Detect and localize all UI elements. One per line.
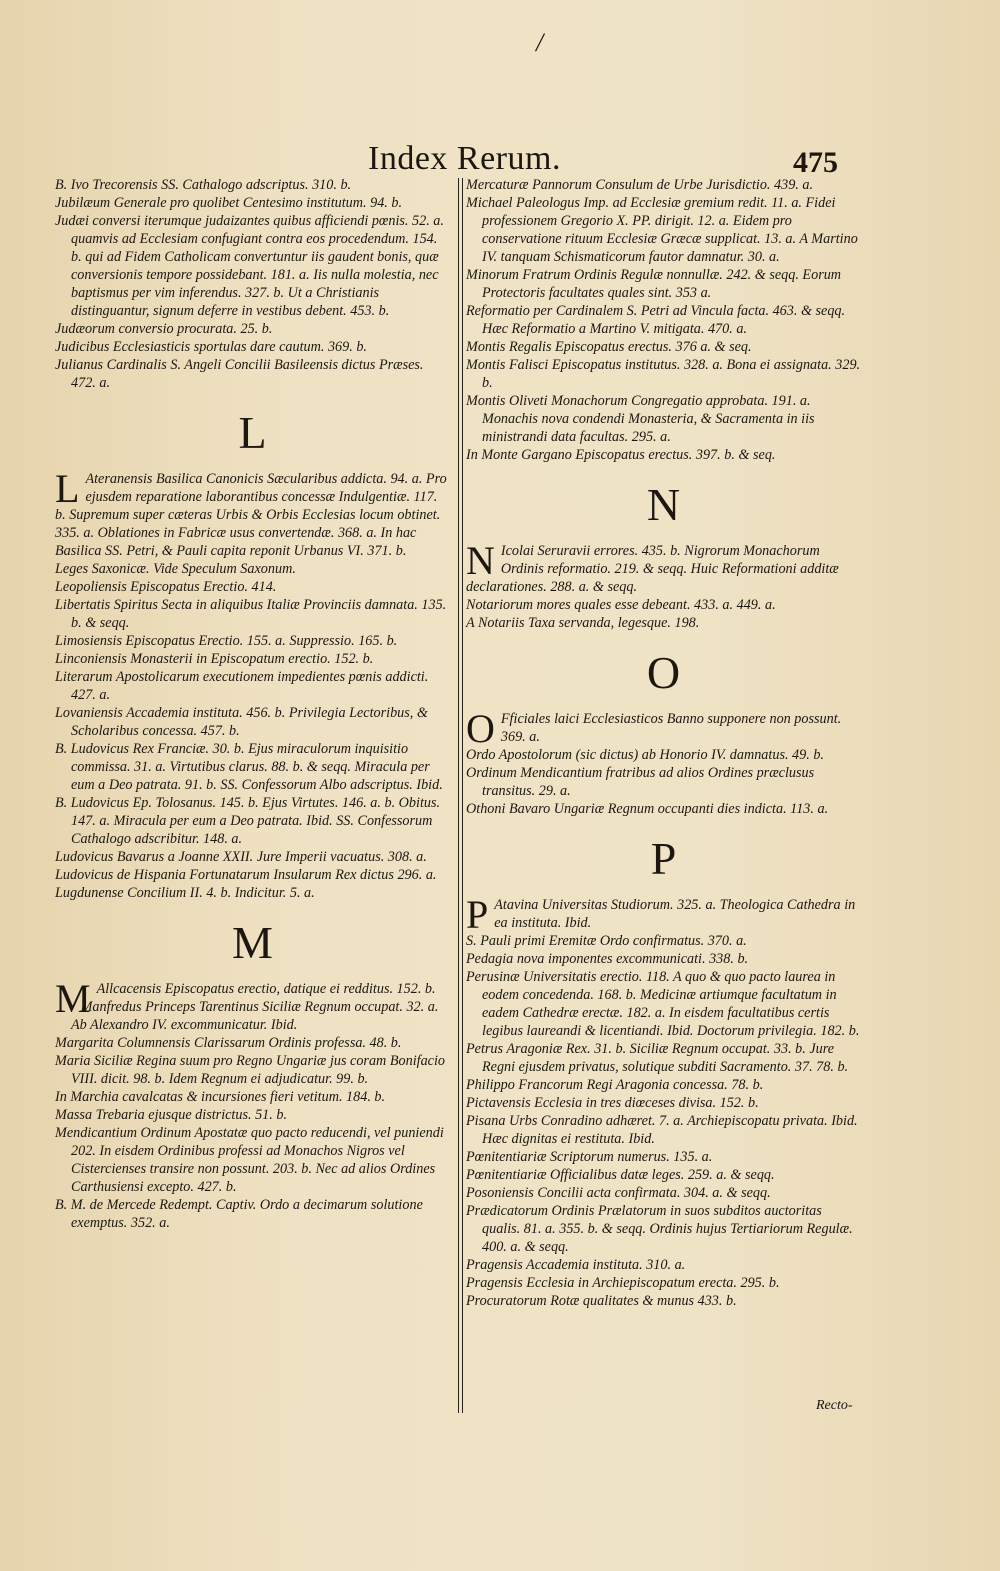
drop-cap: L bbox=[55, 466, 80, 511]
index-entry: Jubilæum Generale pro quolibet Centesimo institutum. 94. b. bbox=[55, 195, 403, 211]
index-entry: Pœnitentiariæ Scriptorum numerus. 135. a. bbox=[466, 1149, 713, 1165]
index-entry: Leopoliensis Episcopatus Erectio. 414. bbox=[55, 579, 277, 595]
section-letter: N bbox=[646, 479, 681, 530]
index-entry: Julianus Cardinalis S. Angeli Concilii Basileensis dictus Præses. 472. a. bbox=[55, 357, 424, 391]
index-entry: Pragensis Ecclesia in Archiepiscopatum erecta. 295. b. bbox=[466, 1275, 780, 1291]
index-entry: Mendicantium Ordinum Apostatæ quo pacto reducendi, vel puniendi 202. In eisdem Ordinibus professi ad Monachos Nigros vel Cistercienses transire non possunt. 203. b. Nec ad alios Ordines Carthusiensi excepto. 427. b. bbox=[55, 1125, 444, 1195]
index-entry: Pœnitentiariæ Officialibus datæ leges. 259. a. & seqq. bbox=[466, 1167, 775, 1183]
index-entry: S. Pauli primi Eremitæ Ordo confirmatus. 370. a. bbox=[466, 933, 747, 949]
page-number: 475 bbox=[793, 146, 838, 179]
page-mark: / bbox=[536, 28, 544, 57]
index-entry bbox=[466, 892, 861, 937]
index-entry: Posoniensis Concilii acta confirmata. 304. a. & seqq. bbox=[466, 1185, 771, 1201]
index-entry: Prædicatorum Ordinis Prælatorum in suos subditos auctoritas qualis. 81. a. 355. b. & seqq. Ordinis hujus Tertiariorum Regulæ. 400. a. & seqq. bbox=[466, 1203, 853, 1255]
index-entry: Maria Siciliæ Regina suum pro Regno Ungariæ jus coram Bonifacio VIII. dicit. 98. b. Idem Regnum ei adjudicatur. 99. b. bbox=[55, 1053, 446, 1087]
section-letter: P bbox=[650, 833, 677, 884]
index-entry: Judæorum conversio procurata. 25. b. bbox=[55, 321, 273, 337]
index-entry: Minorum Fratrum Ordinis Regulæ nonnullæ. 242. & seqq. Eorum Protectoris facultates quales sint. 353 a. bbox=[466, 267, 842, 301]
right-column bbox=[466, 176, 861, 1310]
catchword: Recto- bbox=[816, 1398, 853, 1413]
section-letter: L bbox=[238, 407, 267, 458]
index-entry: Limosiensis Episcopatus Erectio. 155. a. Suppressio. 165. b. bbox=[55, 633, 398, 649]
index-entry: Ludovicus Bavarus a Joanne XXII. Jure Imperii vacuatus. 308. a. bbox=[55, 849, 427, 865]
drop-cap: N bbox=[466, 538, 495, 583]
index-entry: Pictavensis Ecclesia in tres diœceses divisa. 152. b. bbox=[466, 1095, 759, 1111]
index-entry: Leges Saxonicæ. Vide Speculum Saxonum. bbox=[55, 561, 296, 577]
index-entry: Petrus Aragoniæ Rex. 31. b. Siciliæ Regnum occupat. 33. b. Jure Regni ejusdem privatus, solutique subditi Sacramento. 37. 78. b. bbox=[466, 1041, 849, 1075]
index-entry: Judicibus Ecclesiasticis sportulas dare cautum. 369. b. bbox=[55, 339, 367, 355]
index-entry: Massa Trebaria ejusque districtus. 51. b. bbox=[55, 1107, 288, 1123]
index-entry: Montis Regalis Episcopatus erectus. 376 a. & seq. bbox=[466, 339, 752, 355]
index-entry: Philippo Francorum Regi Aragonia concessa. 78. b. bbox=[466, 1077, 764, 1093]
entry-text: Ateranensis Basilica Canonicis Sæcularibus addicta. 94. a. Pro ejusdem reparatione laborantibus concessæ Indulgentiæ. 117. b. Supremum super cæteras Urbis & Orbis Ecclesias locum obtinet. 335. a. Oblationes in Fabricæ usus convertendæ. 368. a. In hac Basilica SS. Petri, & Pauli capita reponit Urbanus VI. 371. b. bbox=[55, 471, 447, 559]
index-entry: A Notariis Taxa servanda, legesque. 198. bbox=[466, 615, 700, 631]
drop-cap: M bbox=[55, 976, 91, 1021]
entry-text: Allcacensis Episcopatus erectio, datique ei redditus. 152. b. bbox=[96, 981, 436, 997]
index-entry: Margarita Columnensis Clarissarum Ordinis professa. 48. b. bbox=[55, 1035, 402, 1051]
index-entry bbox=[466, 706, 861, 751]
index-entry bbox=[55, 466, 450, 560]
index-entry: Montis Falisci Episcopatus institutus. 328. a. Bona ei assignata. 329. b. bbox=[466, 357, 861, 391]
index-entry: B. Ludovicus Ep. Tolosanus. 145. b. Ejus Virtutes. 146. a. b. Obitus. 147. a. Miracula per eum a Deo patrata. Ibid. SS. Confessorum Cathalogo adscribitur. 148. a. bbox=[55, 795, 441, 847]
index-entry: Ludovicus de Hispania Fortunatarum Insularum Rex dictus 296. a. bbox=[55, 867, 437, 883]
index-entry: Perusinæ Universitatis erectio. 118. A quo & quo pacto laurea in eodem concedenda. 168. b. Medicinæ artiumque facultatum in eadem Cathedræ erectæ. 182. a. In eisdem facultatibus certis legibus laureandi & licentiandi. Ibid. Doctorum privilegia. 182. b. bbox=[466, 969, 860, 1039]
index-entry: Manfredus Princeps Tarentinus Siciliæ Regnum occupat. 32. a. Ab Alexandro IV. excommunicatur. Ibid. bbox=[71, 999, 439, 1033]
index-entry: Mercaturæ Pannorum Consulum de Urbe Jurisdictio. 439. a. bbox=[466, 177, 814, 193]
column-divider bbox=[458, 178, 463, 1413]
index-entry: Ordinum Mendicantium fratribus ad alios Ordines præclusus transitus. 29. a. bbox=[466, 765, 815, 799]
index-entry: B. M. de Mercede Redempt. Captiv. Ordo a decimarum solutione exemptus. 352. a. bbox=[55, 1197, 423, 1231]
index-entry: Linconiensis Monasterii in Episcopatum erectio. 152. b. bbox=[55, 651, 374, 667]
section-letter: O bbox=[646, 647, 681, 698]
index-entry: Reformatio per Cardinalem S. Petri ad Vincula facta. 463. & seqq. Hæc Reformatio a Martino V. mitigata. 470. a. bbox=[466, 303, 846, 337]
drop-cap: P bbox=[466, 892, 489, 937]
index-entry: In Marchia cavalcatas & incursiones fieri vetitum. 184. b. bbox=[55, 1089, 386, 1105]
index-entry: Ordo Apostolorum (sic dictus) ab Honorio IV. damnatus. 49. b. bbox=[466, 747, 824, 763]
index-entry: Literarum Apostolicarum executionem impedientes pœnis addicti. 427. a. bbox=[55, 669, 429, 703]
index-entry: Procuratorum Rotæ qualitates & munus 433. b. bbox=[466, 1293, 737, 1309]
index-entry: Pedagia nova imponentes excommunicati. 338. b. bbox=[466, 951, 749, 967]
section-letter: M bbox=[232, 917, 273, 968]
left-column bbox=[55, 176, 450, 1232]
drop-cap: O bbox=[466, 706, 495, 751]
index-entry: Pragensis Accademia instituta. 310. a. bbox=[466, 1257, 686, 1273]
index-entry: Judæi conversi iterumque judaizantes quibus afficiendi pœnis. 52. a. quamvis ad Ecclesiam confugiant contra eos procedendum. 154. b. qui ad Fidem Catholicam convertuntur iis gaudent bonis, quæ conversionis tempore possidebant. 181. a. Iis nulla molestia, nec baptismus per vim inferendus. 327. b. Ut a Christianis distinguantur, signum deferre in vestibus debent. 453. b. bbox=[55, 213, 444, 319]
index-entry: Libertatis Spiritus Secta in aliquibus Italiæ Provinciis damnata. 135. b. & seqq. bbox=[55, 597, 447, 631]
page-title: Index Rerum. bbox=[368, 140, 561, 177]
index-entry: Montis Oliveti Monachorum Congregatio approbata. 191. a. Monachis nova condendi Monasteria, & Sacramenta in iis ministrandi data facultas. 295. a. bbox=[466, 393, 815, 445]
index-entry: Pisana Urbs Conradino adhæret. 7. a. Archiepiscopatu privata. Ibid. Hæc dignitas ei restituta. Ibid. bbox=[466, 1113, 858, 1147]
index-entry: B. Ludovicus Rex Franciæ. 30. b. Ejus miraculorum inquisitio commissa. 31. a. Virtutibus clarus. 88. b. & seqq. Miracula per eum a Deo patrata. 91. b. SS. Confessorum Albo adscriptus. Ibid. bbox=[55, 741, 443, 793]
index-entry: B. Ivo Trecorensis SS. Cathalogo adscriptus. 310. b. bbox=[55, 177, 352, 193]
index-entry: Lovaniensis Accademia instituta. 456. b. Privilegia Lectoribus, & Scholaribus concessa. 457. b. bbox=[55, 705, 428, 739]
entry-text: Fficiales laici Ecclesiasticos Banno supponere non possunt. 369. a. bbox=[500, 711, 842, 745]
index-entry bbox=[466, 538, 861, 596]
index-entry: Michael Paleologus Imp. ad Ecclesiæ gremium redit. 11. a. Fidei professionem Gregorio X. PP. dirigit. 12. a. Eidem pro conservatione rituum Ecclesiæ Græcæ supplicat. 13. a. A Martino IV. tanquam Schismaticorum fautor damnatur. 30. a. bbox=[466, 195, 858, 265]
index-entry: Othoni Bavaro Ungariæ Regnum occupanti dies indicta. 113. a. bbox=[466, 801, 829, 817]
index-entry: Lugdunense Concilium II. 4. b. Indicitur. 5. a. bbox=[55, 885, 315, 901]
index-entry: Notariorum mores quales esse debeant. 433. a. 449. a. bbox=[466, 597, 776, 613]
entry-text: Icolai Seruravii errores. 435. b. Nigrorum Monachorum Ordinis reformatio. 219. & seqq. Huic Reformationi additæ declarationes. 288. a. & seqq. bbox=[466, 543, 839, 595]
index-entry: In Monte Gargano Episcopatus erectus. 397. b. & seq. bbox=[466, 447, 776, 463]
entry-text: Atavina Universitas Studiorum. 325. a. Theologica Cathedra in ea instituta. Ibid. bbox=[494, 897, 856, 931]
page-header bbox=[0, 140, 1000, 180]
